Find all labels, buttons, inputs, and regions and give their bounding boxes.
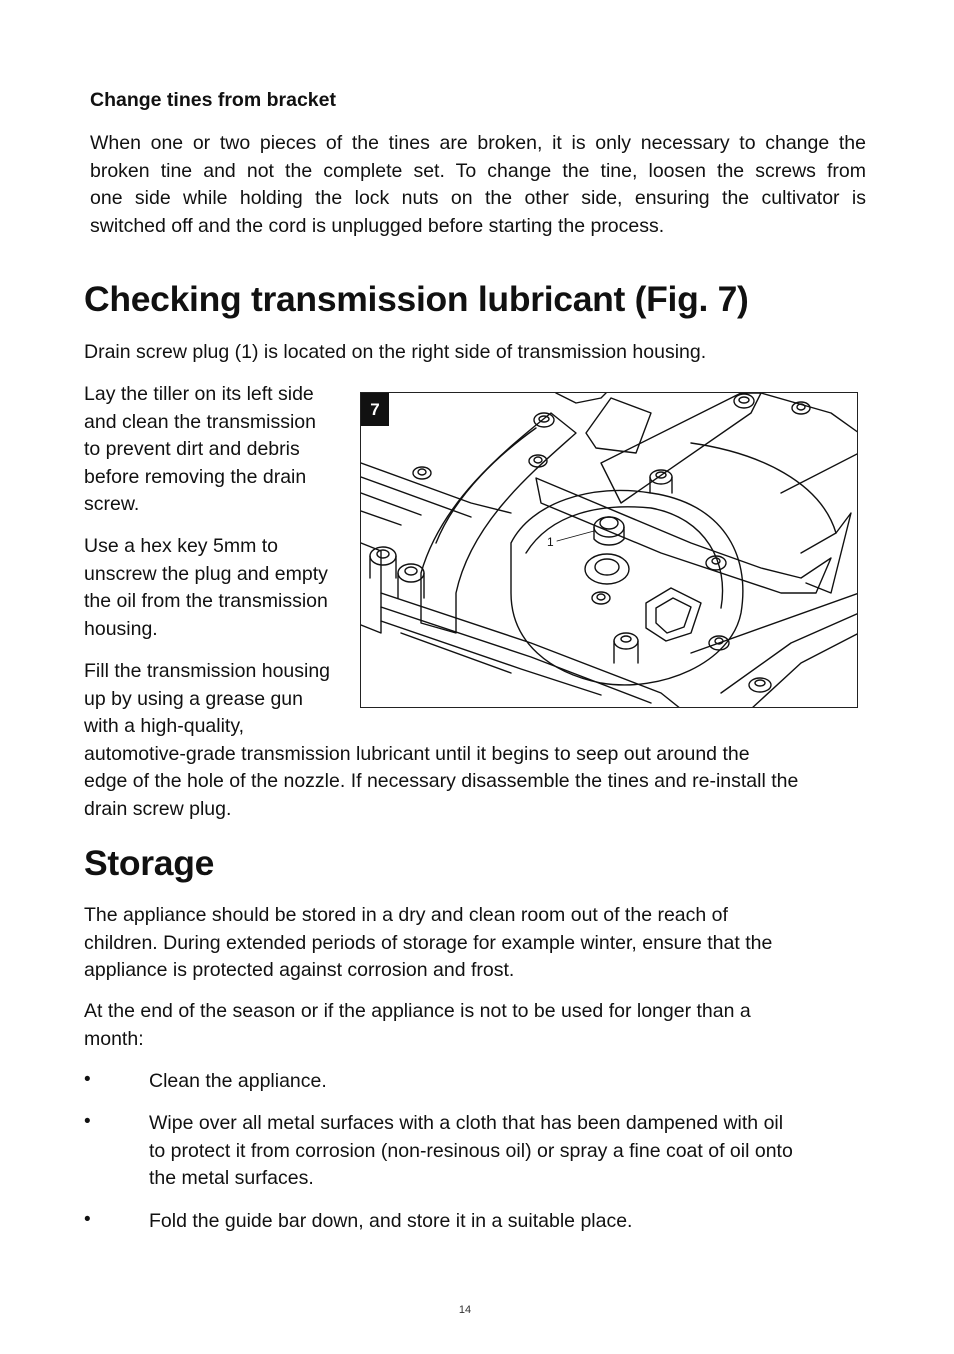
bullet-item-fold	[149, 1208, 632, 1236]
paragraph-storage-room	[84, 902, 772, 985]
text-line: The appliance should be stored in a dry and clean room out of the reach of	[84, 904, 728, 926]
paragraph-lay-tiller	[84, 381, 316, 519]
text-line: appliance is protected against corrosion and frost.	[84, 959, 515, 982]
figure-transmission-housing	[360, 392, 858, 708]
callout-label: 1	[547, 535, 554, 549]
text-line: Use a hex key 5mm to	[84, 535, 278, 557]
text-line: Fill the transmission housing	[84, 660, 331, 682]
text-line: housing.	[84, 617, 158, 640]
text-line: the oil from the transmission	[84, 590, 328, 613]
text-line: screw.	[84, 493, 140, 516]
text-line: Fold the guide bar down, and store it in a suitable place.	[149, 1210, 633, 1232]
bullet-item-clean	[149, 1068, 327, 1096]
text-line: to prevent dirt and debris	[84, 438, 300, 461]
text-line: Drain screw plug (1) is located on the right side of transmission housing.	[84, 341, 707, 363]
text-line: edge of the hole of the nozzle. If necessary disassemble the tines and re-install the	[84, 770, 799, 793]
text-line: switched off and the cord is unplugged before starting the process.	[90, 214, 665, 237]
text-line: Wipe over all metal surfaces with a cloth that has been dampened with oil	[149, 1112, 784, 1134]
text-line: broken tine and not the complete set. To change the tine, loosen the screws from	[90, 159, 866, 182]
heading-storage: Storage	[84, 843, 215, 883]
bullet-marker: •	[84, 1111, 91, 1132]
paragraph-end-of-season	[84, 998, 751, 1053]
text-line: with a high-quality,	[84, 715, 245, 738]
figure-number-badge: 7	[361, 393, 389, 426]
page-number: 14	[458, 1304, 472, 1316]
text-line: month:	[84, 1027, 144, 1050]
text-line: drain screw plug.	[84, 797, 232, 820]
transmission-illustration	[361, 393, 858, 708]
bullet-marker: •	[84, 1069, 91, 1090]
paragraph-hex-key	[84, 533, 328, 643]
text-line: one side while holding the lock nuts on the other side, ensuring the cultivator is	[90, 187, 866, 210]
text-line: unscrew the plug and empty	[84, 562, 328, 585]
text-line: up by using a grease gun	[84, 687, 303, 710]
paragraph-drain-intro	[84, 339, 706, 367]
subheading-change-tines: Change tines from bracket	[90, 89, 336, 111]
text-line: before removing the drain	[84, 465, 307, 488]
text-line: automotive-grade transmission lubricant until it begins to seep out around the	[84, 742, 750, 765]
text-line: and clean the transmission	[84, 410, 316, 433]
text-line: the metal surfaces.	[149, 1167, 314, 1190]
bullet-item-wipe	[149, 1110, 793, 1193]
text-line: Clean the appliance.	[149, 1070, 327, 1092]
paragraph-change-tines	[90, 130, 866, 240]
text-line: to protect it from corrosion (non-resinous oil) or spray a fine coat of oil onto	[149, 1139, 793, 1162]
bullet-marker: •	[84, 1209, 91, 1230]
text-line: children. During extended periods of storage for example winter, ensure that the	[84, 931, 773, 954]
text-line: When one or two pieces of the tines are broken, it is only necessary to change the	[90, 132, 866, 154]
heading-checking-lubricant: Checking transmission lubricant (Fig. 7)	[84, 279, 749, 319]
text-line: At the end of the season or if the appliance is not to be used for longer than a	[84, 1000, 751, 1022]
text-line: Lay the tiller on its left side	[84, 383, 314, 405]
